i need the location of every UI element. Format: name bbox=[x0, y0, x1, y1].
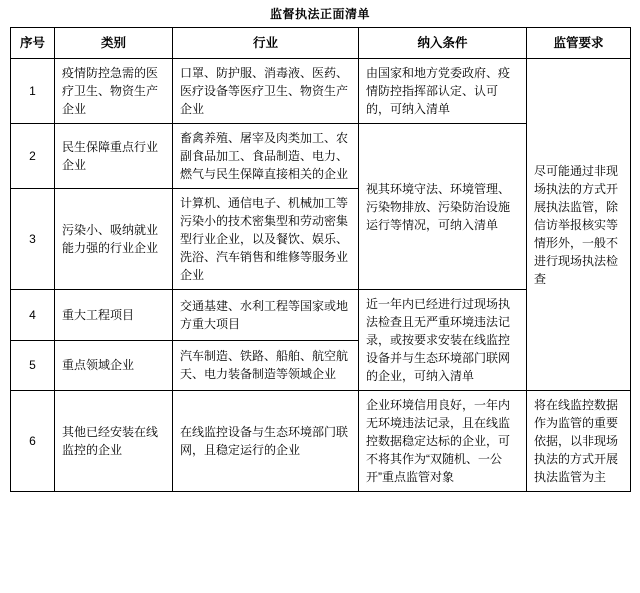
cell-no-6: 6 bbox=[11, 391, 55, 492]
cell-no-3: 3 bbox=[11, 189, 55, 290]
cell-industry-3: 计算机、通信电子、机械加工等污染小的技术密集型和劳动密集型行业企业，以及餐饮、娱乐、洗浴、汽车销售和维修等服务业企业 bbox=[173, 189, 359, 290]
cell-industry-6: 在线监控设备与生态环境部门联网，且稳定运行的企业 bbox=[173, 391, 359, 492]
table-row bbox=[11, 391, 631, 492]
page-title: 监督执法正面清单 bbox=[269, 7, 370, 21]
column-header-condition: 纳入条件 bbox=[359, 28, 527, 59]
cell-condition-1: 由国家和地方党委政府、疫情防控指挥部认定、认可的，可纳入清单 bbox=[359, 59, 527, 124]
positive-list-table bbox=[10, 27, 631, 492]
cell-category-6: 其他已经安装在线监控的企业 bbox=[55, 391, 173, 492]
cell-no-5: 5 bbox=[11, 340, 55, 391]
column-header-category: 类别 bbox=[55, 28, 173, 59]
column-header-no: 序号 bbox=[11, 28, 55, 59]
cell-category-4: 重大工程项目 bbox=[55, 290, 173, 341]
cell-industry-5: 汽车制造、铁路、船舶、航空航天、电力装备制造等领域企业 bbox=[173, 340, 359, 391]
cell-category-2: 民生保障重点行业企业 bbox=[55, 124, 173, 189]
cell-no-1: 1 bbox=[11, 59, 55, 124]
cell-category-5: 重点领域企业 bbox=[55, 340, 173, 391]
table-row bbox=[11, 59, 631, 124]
column-header-requirement: 监管要求 bbox=[527, 28, 631, 59]
table-header-row bbox=[11, 28, 631, 59]
cell-condition-merged-2-3: 视其环境守法、环境管理、污染物排放、污染防治设施运行等情况，可纳入清单 bbox=[359, 124, 527, 290]
cell-requirement-6: 将在线监控数据作为监管的重要依据，以非现场执法的方式开展执法监管为主 bbox=[527, 391, 631, 492]
cell-industry-4: 交通基建、水利工程等国家或地方重大项目 bbox=[173, 290, 359, 341]
cell-requirement-merged-1-5: 尽可能通过非现场执法的方式开展执法监管，除信访举报核实等情形外，一般不进行现场执法检查 bbox=[527, 59, 631, 391]
cell-condition-6: 企业环境信用良好，一年内无环境违法记录，且在线监控数据稳定达标的企业，可不将其作为“双随机、一公开”重点监管对象 bbox=[359, 391, 527, 492]
cell-industry-1: 口罩、防护服、消毒液、医药、医疗设备等医疗卫生、物资生产企业 bbox=[173, 59, 359, 124]
cell-no-2: 2 bbox=[11, 124, 55, 189]
cell-no-4: 4 bbox=[11, 290, 55, 341]
cell-condition-merged-4-5: 近一年内已经进行过现场执法检查且无严重环境违法记录，或按要求安装在线监控设备并与生态环境部门联网的企业，可纳入清单 bbox=[359, 290, 527, 391]
cell-industry-2: 畜禽养殖、屠宰及肉类加工、农副食品加工、食品制造、电力、燃气与民生保障直接相关的企业 bbox=[173, 124, 359, 189]
cell-category-3: 污染小、吸纳就业能力强的行业企业 bbox=[55, 189, 173, 290]
cell-category-1: 疫情防控急需的医疗卫生、物资生产企业 bbox=[55, 59, 173, 124]
column-header-industry: 行业 bbox=[173, 28, 359, 59]
